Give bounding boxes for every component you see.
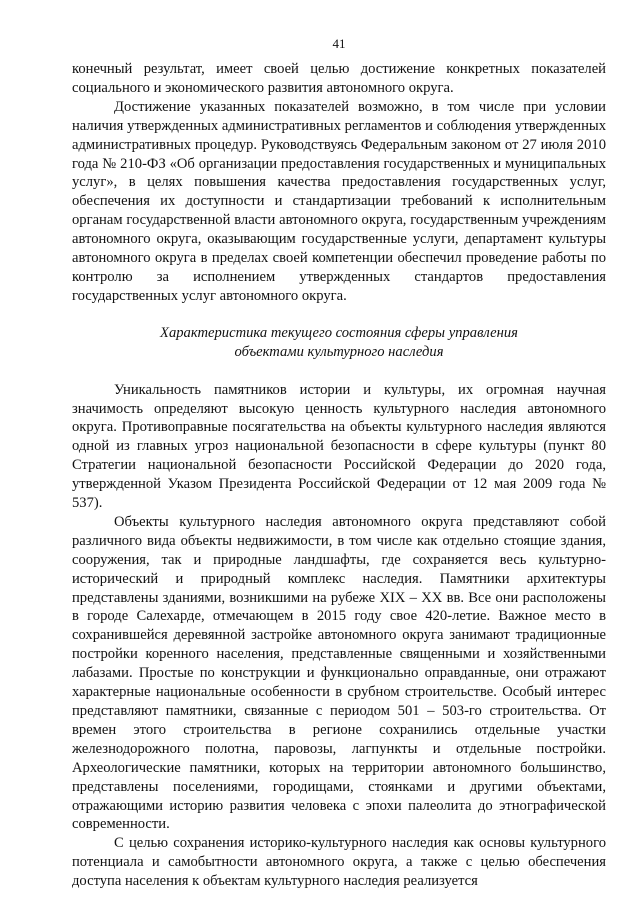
paragraph-preservation-goal: С целью сохранения историко-культурного наследия как основы культурного потенциала и самобытности автономного округа, а также с целью обеспечения доступа населения к объектам культурного наследия реализуется	[72, 835, 606, 890]
page-number: 41	[332, 36, 346, 51]
paragraph-continuation: конечный результат, имеет своей целью достижение конкретных показателей социального и экономического развития автономного округа.	[72, 61, 606, 96]
paragraph-heritage-objects: Объекты культурного наследия автономного округа представляют собой различного вида объекты недвижимости, в том числе как отдельно стоящие здания, сооружения, так и природные ландшафты, где сохраняется весь культурно-исторический и природный комплекс наследия. Памятники архитектуры представлены зданиями, возникшими на рубеже XIX – XX вв. Все они расположены в городе Салехарде, отмечающем в 2015 году свое 420-летие. Важное место в сохранившейся деревянной застройке автономного округа занимают традиционные постройки коренного населения, представленные священными и хозяйственными лабазами. Простые по конструкции и функционально оправданные, они отражают характерные национальные особенности в срубном строительстве. Особый интерес представляют памятники, связанные с периодом 501 – 503-го строительства. От времен этого строительства в регионе сохранились отдельные участки железнодорожного полотна, паровозы, лагпункты и отдельные постройки. Археологические памятники, которых на территории автономного большинство, представлены поселениями, городищами, стоянками и другими объектами, отражающими историю развития человека с эпохи палеолита до этнографической современности.	[72, 513, 606, 833]
document-page	[72, 36, 606, 891]
section-heading-line-1: Характеристика текущего состояния сферы управления	[160, 324, 518, 341]
paragraph-uniqueness: Уникальность памятников истории и культуры, их огромная научная значимость определяют высокую ценность культурного наследия автономного округа. Противоправные посягательства на объекты культурного наследия являются одной из главных угроз национальной безопасности в сфере культуры (пункт 80 Стратегии национальной безопасности Российской Федерации до 2020 года, утвержденной Указом Президента Российской Федерации от 12 мая 2009 года № 537).	[72, 381, 606, 512]
section-heading-line-2: объектами культурного наследия	[234, 343, 444, 360]
section-heading	[72, 324, 606, 362]
paragraph-regulations: Достижение указанных показателей возможно, в том числе при условии наличия утвержденных административных регламентов и соблюдения утвержденных административных процедур. Руководствуясь Федеральным законом от 27 июля 2010 года № 210-ФЗ «Об организации предоставления государственных и муниципальных услуг», в целях повышения качества предоставления государственных услуг, обеспечения их доступности и стандартизации требований к исполнительным органам государственной власти автономного округа, государственным учреждениям автономного округа, оказывающим государственные услуги, департамент культуры автономного округа в пределах своей компетенции обеспечил проведение работы по контролю за исполнением утвержденных стандартов предоставления государственных услуг автономного округа.	[72, 98, 606, 304]
